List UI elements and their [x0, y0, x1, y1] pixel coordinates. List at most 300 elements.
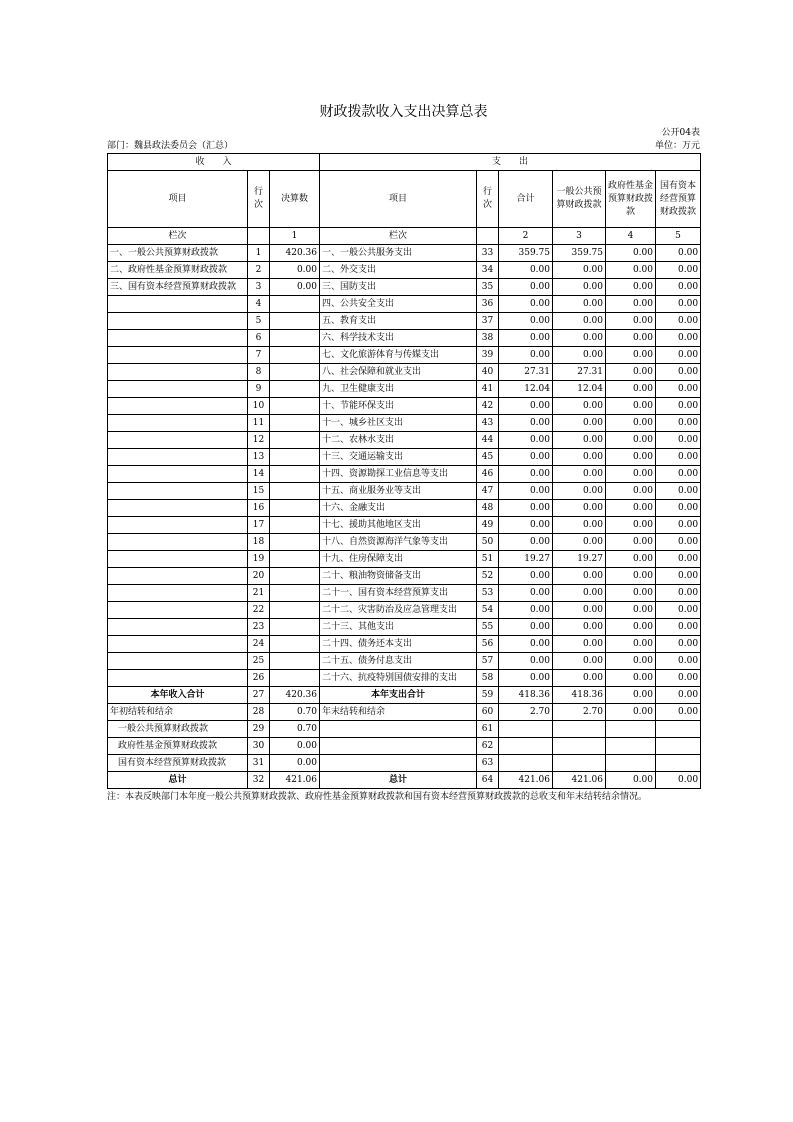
expense-total: 0.00 [499, 636, 553, 653]
expense-total: 0.00 [499, 670, 553, 687]
income-amount [270, 500, 320, 517]
expense-total: 0.00 [499, 432, 553, 449]
income-item: 政府性基金预算财政拨款 [108, 738, 248, 755]
header-line2: 行次 [477, 171, 499, 228]
header-item2: 项目 [320, 171, 477, 228]
expense-fund: 0.00 [606, 279, 656, 296]
expense-fund: 0.00 [606, 330, 656, 347]
income-line-no: 17 [248, 517, 270, 534]
header-amount: 决算数 [270, 171, 320, 228]
expense-total: 0.00 [499, 602, 553, 619]
form-code: 公开04表 [661, 128, 700, 138]
expense-item: 二十、粮油物资储备支出 [320, 568, 477, 585]
header-general: 一般公共预算财政拨款 [553, 171, 606, 228]
expense-line-no: 41 [477, 381, 499, 398]
expense-total: 0.00 [499, 585, 553, 602]
colnum-right-label: 栏次 [320, 228, 477, 245]
expense-fund: 0.00 [606, 432, 656, 449]
header-item: 项目 [108, 171, 248, 228]
income-item [108, 534, 248, 551]
income-line-no: 8 [248, 364, 270, 381]
expense-total: 0.00 [499, 449, 553, 466]
income-item: 二、政府性基金预算财政拨款 [108, 262, 248, 279]
expense-capital [656, 755, 701, 772]
expense-total: 0.00 [499, 653, 553, 670]
expense-total: 19.27 [499, 551, 553, 568]
income-item [108, 398, 248, 415]
expense-general: 0.00 [553, 653, 606, 670]
header-fund: 政府性基金预算财政拨款 [606, 171, 656, 228]
expense-capital: 0.00 [656, 245, 701, 262]
income-amount [270, 534, 320, 551]
expense-general: 0.00 [553, 313, 606, 330]
expense-capital: 0.00 [656, 517, 701, 534]
expense-total: 0.00 [499, 330, 553, 347]
table-row [108, 381, 701, 398]
unit-label: 单位：万元 [654, 141, 700, 151]
table-row [108, 364, 701, 381]
income-item [108, 330, 248, 347]
expense-item: 十二、农林水支出 [320, 432, 477, 449]
income-item [108, 347, 248, 364]
income-amount [270, 330, 320, 347]
income-line-no: 29 [248, 721, 270, 738]
expense-item: 十五、商业服务业等支出 [320, 483, 477, 500]
income-item: 年初结转和结余 [108, 704, 248, 721]
expense-capital: 0.00 [656, 415, 701, 432]
income-amount [270, 466, 320, 483]
income-line-no: 20 [248, 568, 270, 585]
income-line-no: 31 [248, 755, 270, 772]
expense-capital: 0.00 [656, 296, 701, 313]
income-line-no: 19 [248, 551, 270, 568]
income-amount [270, 568, 320, 585]
income-item [108, 568, 248, 585]
expense-line-no: 63 [477, 755, 499, 772]
footnote: 注：本表反映部门本年度一般公共预算财政拨款、政府性基金预算财政拨款和国有资本经营预算财政拨款的总收支和年末结转结余情况。 [107, 792, 648, 802]
expense-total: 12.04 [499, 381, 553, 398]
income-item [108, 381, 248, 398]
expense-capital [656, 721, 701, 738]
expense-line-no: 42 [477, 398, 499, 415]
expense-capital: 0.00 [656, 398, 701, 415]
expense-general: 421.06 [553, 772, 606, 789]
income-item [108, 415, 248, 432]
colnum-3: 3 [553, 228, 606, 245]
expense-fund: 0.00 [606, 245, 656, 262]
carry-over-row [108, 704, 701, 721]
expense-item: 十三、交通运输支出 [320, 449, 477, 466]
expense-general: 0.00 [553, 500, 606, 517]
income-item [108, 449, 248, 466]
expense-item [320, 721, 477, 738]
income-line-no: 25 [248, 653, 270, 670]
expense-general: 0.00 [553, 347, 606, 364]
expense-fund: 0.00 [606, 466, 656, 483]
expense-fund: 0.00 [606, 517, 656, 534]
income-item: 本年收入合计 [108, 687, 248, 704]
expense-capital: 0.00 [656, 279, 701, 296]
income-item [108, 551, 248, 568]
table-row [108, 296, 701, 313]
income-item [108, 517, 248, 534]
expense-total: 0.00 [499, 415, 553, 432]
table-row [108, 551, 701, 568]
expense-item: 三、国防支出 [320, 279, 477, 296]
table-row [108, 517, 701, 534]
income-item [108, 313, 248, 330]
income-amount [270, 381, 320, 398]
income-line-no: 27 [248, 687, 270, 704]
expense-capital [656, 738, 701, 755]
column-number-row [108, 228, 701, 245]
income-item: 一、一般公共预算财政拨款 [108, 245, 248, 262]
income-item [108, 636, 248, 653]
income-line-no: 3 [248, 279, 270, 296]
expense-line-no: 50 [477, 534, 499, 551]
colnum-1: 1 [270, 228, 320, 245]
expense-capital: 0.00 [656, 330, 701, 347]
expense-capital: 0.00 [656, 636, 701, 653]
expense-item: 二十四、债务还本支出 [320, 636, 477, 653]
table-row [108, 585, 701, 602]
colnum-5: 5 [656, 228, 701, 245]
income-item [108, 364, 248, 381]
table-row [108, 568, 701, 585]
expense-general: 0.00 [553, 449, 606, 466]
income-line-no: 14 [248, 466, 270, 483]
header-total: 合计 [499, 171, 553, 228]
expense-line-no: 51 [477, 551, 499, 568]
expense-item: 十、节能环保支出 [320, 398, 477, 415]
table-row [108, 636, 701, 653]
income-amount [270, 619, 320, 636]
income-amount [270, 398, 320, 415]
expense-general [553, 721, 606, 738]
expense-item: 七、文化旅游体育与传媒支出 [320, 347, 477, 364]
expense-total: 2.70 [499, 704, 553, 721]
expense-fund: 0.00 [606, 602, 656, 619]
income-item [108, 466, 248, 483]
expense-fund: 0.00 [606, 500, 656, 517]
income-item: 国有资本经营预算财政拨款 [108, 755, 248, 772]
income-line-no: 13 [248, 449, 270, 466]
expense-total: 0.00 [499, 262, 553, 279]
income-line-no: 7 [248, 347, 270, 364]
expense-total: 0.00 [499, 534, 553, 551]
expense-total: 0.00 [499, 619, 553, 636]
expense-item: 二十五、债务付息支出 [320, 653, 477, 670]
expense-line-no: 54 [477, 602, 499, 619]
fiscal-summary-table [107, 153, 701, 789]
income-line-no: 32 [248, 772, 270, 789]
income-amount [270, 364, 320, 381]
expense-capital: 0.00 [656, 534, 701, 551]
expense-fund [606, 755, 656, 772]
income-amount [270, 449, 320, 466]
expense-general: 0.00 [553, 670, 606, 687]
expense-general: 0.00 [553, 585, 606, 602]
expense-total [499, 755, 553, 772]
table-row [108, 653, 701, 670]
expense-item: 十七、援助其他地区支出 [320, 517, 477, 534]
income-item [108, 296, 248, 313]
table-row [108, 279, 701, 296]
income-amount [270, 517, 320, 534]
department-label: 部门：魏县政法委员会（汇总） [107, 141, 234, 151]
table-row [108, 330, 701, 347]
expense-fund: 0.00 [606, 636, 656, 653]
expense-line-no: 53 [477, 585, 499, 602]
income-line-no: 12 [248, 432, 270, 449]
expense-capital: 0.00 [656, 568, 701, 585]
income-line-no: 24 [248, 636, 270, 653]
expense-fund: 0.00 [606, 585, 656, 602]
expense-section-header: 支 出 [320, 154, 701, 171]
expense-capital: 0.00 [656, 449, 701, 466]
expense-fund: 0.00 [606, 653, 656, 670]
income-line-no: 21 [248, 585, 270, 602]
expense-line-no: 56 [477, 636, 499, 653]
expense-fund: 0.00 [606, 313, 656, 330]
table-row [108, 245, 701, 262]
expense-total: 0.00 [499, 483, 553, 500]
expense-general: 359.75 [553, 245, 606, 262]
income-amount [270, 296, 320, 313]
expense-fund: 0.00 [606, 415, 656, 432]
expense-line-no: 55 [477, 619, 499, 636]
expense-line-no: 36 [477, 296, 499, 313]
income-amount: 0.00 [270, 279, 320, 296]
income-item [108, 585, 248, 602]
expense-total [499, 721, 553, 738]
expense-line-no: 52 [477, 568, 499, 585]
expense-line-no: 49 [477, 517, 499, 534]
expense-line-no: 33 [477, 245, 499, 262]
table-row [108, 449, 701, 466]
expense-general [553, 738, 606, 755]
income-item [108, 619, 248, 636]
income-amount: 0.00 [270, 738, 320, 755]
income-line-no: 11 [248, 415, 270, 432]
expense-fund: 0.00 [606, 772, 656, 789]
expense-fund: 0.00 [606, 670, 656, 687]
expense-capital: 0.00 [656, 619, 701, 636]
expense-total: 27.31 [499, 364, 553, 381]
expense-line-no: 40 [477, 364, 499, 381]
table-row [108, 415, 701, 432]
expense-general: 0.00 [553, 483, 606, 500]
expense-total: 421.06 [499, 772, 553, 789]
expense-line-no: 34 [477, 262, 499, 279]
income-line-no: 10 [248, 398, 270, 415]
expense-item: 本年支出合计 [320, 687, 477, 704]
expense-total: 0.00 [499, 466, 553, 483]
expense-fund: 0.00 [606, 381, 656, 398]
expense-line-no: 43 [477, 415, 499, 432]
income-amount [270, 432, 320, 449]
expense-general: 2.70 [553, 704, 606, 721]
income-amount [270, 602, 320, 619]
income-amount [270, 551, 320, 568]
income-amount [270, 636, 320, 653]
table-row [108, 483, 701, 500]
expense-fund: 0.00 [606, 449, 656, 466]
expense-general: 0.00 [553, 279, 606, 296]
income-item: 三、国有资本经营预算财政拨款 [108, 279, 248, 296]
income-line-no: 26 [248, 670, 270, 687]
table-row [108, 602, 701, 619]
income-amount: 0.70 [270, 704, 320, 721]
expense-capital: 0.00 [656, 585, 701, 602]
income-amount: 0.70 [270, 721, 320, 738]
expense-fund: 0.00 [606, 364, 656, 381]
expense-general: 12.04 [553, 381, 606, 398]
expense-total: 0.00 [499, 398, 553, 415]
income-line-no: 23 [248, 619, 270, 636]
income-line-no: 28 [248, 704, 270, 721]
expense-item: 九、卫生健康支出 [320, 381, 477, 398]
table-row [108, 500, 701, 517]
expense-general: 0.00 [553, 568, 606, 585]
expense-total [499, 738, 553, 755]
expense-item: 二十六、抗疫特别国债安排的支出 [320, 670, 477, 687]
table-row [108, 262, 701, 279]
expense-general [553, 755, 606, 772]
income-amount [270, 347, 320, 364]
expense-fund: 0.00 [606, 296, 656, 313]
income-item [108, 670, 248, 687]
income-line-no: 1 [248, 245, 270, 262]
income-amount [270, 670, 320, 687]
income-line-no: 9 [248, 381, 270, 398]
income-line-no: 4 [248, 296, 270, 313]
income-line-no: 6 [248, 330, 270, 347]
expense-line-no: 60 [477, 704, 499, 721]
expense-general: 0.00 [553, 262, 606, 279]
year-total-row [108, 687, 701, 704]
expense-item: 十四、资源勘探工业信息等支出 [320, 466, 477, 483]
expense-item: 二、外交支出 [320, 262, 477, 279]
expense-line-no: 57 [477, 653, 499, 670]
expense-line-no: 44 [477, 432, 499, 449]
expense-capital: 0.00 [656, 772, 701, 789]
income-amount: 0.00 [270, 262, 320, 279]
table-row [108, 670, 701, 687]
expense-general: 0.00 [553, 619, 606, 636]
header-capital: 国有资本经营预算财政拨款 [656, 171, 701, 228]
expense-item: 二十三、其他支出 [320, 619, 477, 636]
expense-item: 六、科学技术支出 [320, 330, 477, 347]
colnum-2: 2 [499, 228, 553, 245]
expense-total: 0.00 [499, 347, 553, 364]
expense-total: 359.75 [499, 245, 553, 262]
income-amount [270, 313, 320, 330]
expense-item: 十六、金融支出 [320, 500, 477, 517]
expense-line-no: 59 [477, 687, 499, 704]
income-item [108, 483, 248, 500]
expense-capital: 0.00 [656, 313, 701, 330]
grand-total-row [108, 772, 701, 789]
expense-general: 0.00 [553, 296, 606, 313]
colnum-left-label: 栏次 [108, 228, 248, 245]
expense-fund: 0.00 [606, 704, 656, 721]
expense-general: 0.00 [553, 602, 606, 619]
expense-total: 418.36 [499, 687, 553, 704]
expense-line-no: 62 [477, 738, 499, 755]
expense-line-no: 64 [477, 772, 499, 789]
expense-item: 十一、城乡社区支出 [320, 415, 477, 432]
income-item [108, 653, 248, 670]
expense-total: 0.00 [499, 279, 553, 296]
expense-item: 总计 [320, 772, 477, 789]
expense-capital: 0.00 [656, 483, 701, 500]
income-line-no: 5 [248, 313, 270, 330]
table-row [108, 619, 701, 636]
expense-fund: 0.00 [606, 347, 656, 364]
expense-line-no: 46 [477, 466, 499, 483]
income-item [108, 500, 248, 517]
expense-line-no: 47 [477, 483, 499, 500]
expense-item: 二十一、国有资本经营预算支出 [320, 585, 477, 602]
expense-capital: 0.00 [656, 262, 701, 279]
expense-general: 0.00 [553, 534, 606, 551]
table-row [108, 313, 701, 330]
income-amount: 420.36 [270, 245, 320, 262]
header-line: 行次 [248, 171, 270, 228]
income-item: 总计 [108, 772, 248, 789]
expense-fund [606, 721, 656, 738]
expense-item [320, 738, 477, 755]
income-item: 一般公共预算财政拨款 [108, 721, 248, 738]
income-item [108, 432, 248, 449]
expense-fund: 0.00 [606, 398, 656, 415]
expense-total: 0.00 [499, 500, 553, 517]
expense-item: 十九、住房保障支出 [320, 551, 477, 568]
income-amount [270, 585, 320, 602]
income-amount: 0.00 [270, 755, 320, 772]
carry-sub-row [108, 721, 701, 738]
carry-sub-row [108, 738, 701, 755]
expense-line-no: 48 [477, 500, 499, 517]
expense-capital: 0.00 [656, 381, 701, 398]
expense-capital: 0.00 [656, 500, 701, 517]
income-amount [270, 653, 320, 670]
expense-item: 八、社会保障和就业支出 [320, 364, 477, 381]
expense-capital: 0.00 [656, 466, 701, 483]
expense-general: 0.00 [553, 398, 606, 415]
carry-sub-row [108, 755, 701, 772]
expense-general: 19.27 [553, 551, 606, 568]
expense-item [320, 755, 477, 772]
table-row [108, 466, 701, 483]
report-title: 财政拨款收入支出决算总表 [319, 104, 488, 120]
table-row [108, 432, 701, 449]
table-row [108, 534, 701, 551]
income-item [108, 602, 248, 619]
expense-general: 0.00 [553, 432, 606, 449]
expense-line-no: 37 [477, 313, 499, 330]
income-amount [270, 483, 320, 500]
expense-total: 0.00 [499, 313, 553, 330]
expense-general: 0.00 [553, 517, 606, 534]
expense-line-no: 45 [477, 449, 499, 466]
expense-line-no: 38 [477, 330, 499, 347]
income-amount: 421.06 [270, 772, 320, 789]
expense-capital: 0.00 [656, 687, 701, 704]
income-line-no: 2 [248, 262, 270, 279]
income-amount [270, 415, 320, 432]
